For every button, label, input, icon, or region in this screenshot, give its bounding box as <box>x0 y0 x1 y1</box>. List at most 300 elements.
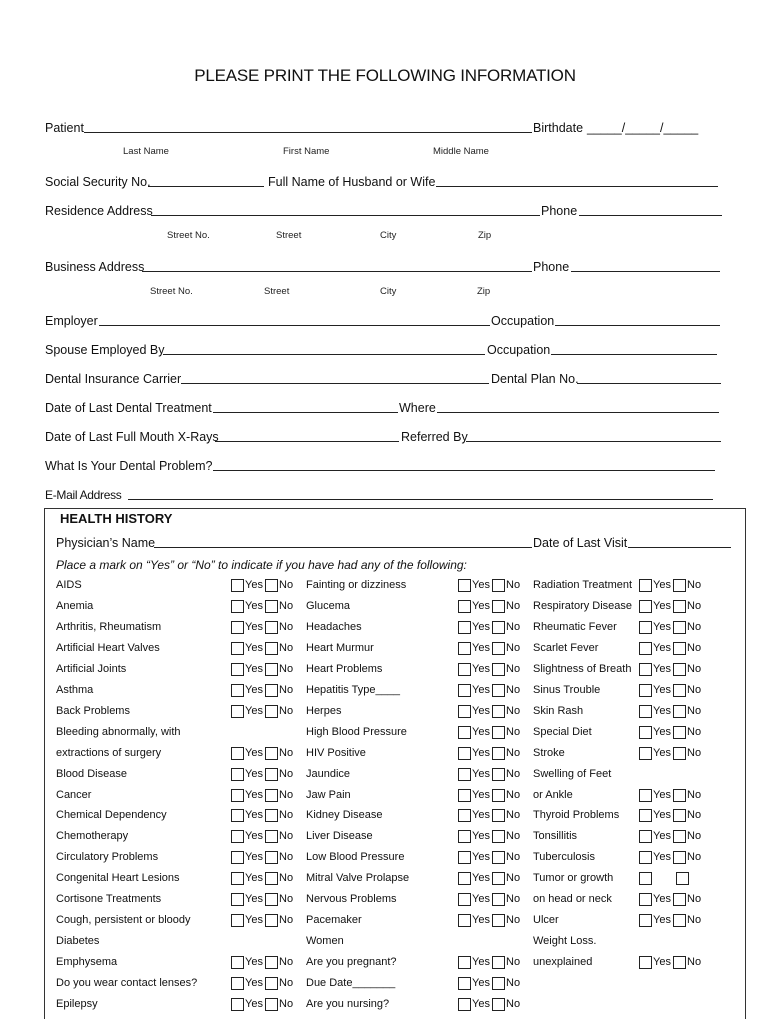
yes-checkbox[interactable] <box>639 684 652 697</box>
condition-label: Congenital Heart Lesions <box>56 872 180 884</box>
yes-checkbox[interactable] <box>458 726 471 739</box>
spouse-occupation-field[interactable] <box>551 354 717 355</box>
last-xray-label: Date of Last Full Mouth X-Rays <box>45 430 219 444</box>
no-label: No <box>506 600 521 612</box>
yes-checkbox[interactable] <box>639 663 652 676</box>
no-checkbox[interactable] <box>673 600 686 613</box>
no-checkbox[interactable] <box>492 684 505 697</box>
no-checkbox[interactable] <box>265 789 278 802</box>
yes-checkbox[interactable] <box>458 998 471 1011</box>
no-checkbox[interactable] <box>673 747 686 760</box>
no-checkbox[interactable] <box>673 914 686 927</box>
no-checkbox[interactable] <box>676 872 689 885</box>
sub-last-name: Last Name <box>123 146 169 157</box>
yes-checkbox[interactable] <box>231 663 244 676</box>
condition-label: Tuberculosis <box>533 851 595 863</box>
yes-label: Yes <box>472 914 490 926</box>
email-label: E-Mail Address <box>45 488 122 502</box>
residence-phone-field[interactable] <box>579 215 722 216</box>
yes-label: Yes <box>245 705 263 717</box>
yes-label: Yes <box>653 642 671 654</box>
yes-checkbox[interactable] <box>231 600 244 613</box>
yes-label: Yes <box>245 998 263 1010</box>
condition-label: Cough, persistent or bloody <box>56 914 191 926</box>
no-label: No <box>279 663 294 675</box>
no-checkbox[interactable] <box>673 726 686 739</box>
yes-label: Yes <box>653 830 671 842</box>
no-checkbox[interactable] <box>492 789 505 802</box>
no-checkbox[interactable] <box>265 998 278 1011</box>
condition-label: Herpes <box>306 705 342 717</box>
no-label: No <box>687 956 702 968</box>
yes-label: Yes <box>653 726 671 738</box>
yes-label: Yes <box>245 956 263 968</box>
sub-street: Street <box>264 286 290 297</box>
yes-checkbox[interactable] <box>639 705 652 718</box>
yes-label: Yes <box>245 809 263 821</box>
no-checkbox[interactable] <box>492 768 505 781</box>
no-checkbox[interactable] <box>673 830 686 843</box>
yes-checkbox[interactable] <box>458 830 471 843</box>
insurance-field[interactable] <box>181 383 489 384</box>
yes-label: Yes <box>653 705 671 717</box>
condition-label: Thyroid Problems <box>533 809 620 821</box>
no-label: No <box>506 956 521 968</box>
yes-checkbox[interactable] <box>231 851 244 864</box>
yes-checkbox[interactable] <box>231 977 244 990</box>
no-checkbox[interactable] <box>492 663 505 676</box>
condition-label: Liver Disease <box>306 830 373 842</box>
ssn-field[interactable] <box>148 186 264 187</box>
no-checkbox[interactable] <box>673 621 686 634</box>
no-checkbox[interactable] <box>673 893 686 906</box>
birthdate-label: Birthdate <box>533 121 584 135</box>
condition-label: Kidney Disease <box>306 809 383 821</box>
condition-label: Nervous Problems <box>306 893 397 905</box>
condition-label: Mitral Valve Prolapse <box>306 872 410 884</box>
condition-label: Special Diet <box>533 726 592 738</box>
no-label: No <box>506 830 521 842</box>
residence-field[interactable] <box>151 215 540 216</box>
no-checkbox[interactable] <box>492 579 505 592</box>
yes-checkbox[interactable] <box>639 621 652 634</box>
occupation-field[interactable] <box>555 325 720 326</box>
yes-checkbox[interactable] <box>458 789 471 802</box>
condition-label: Women <box>306 935 344 947</box>
yes-checkbox[interactable] <box>639 956 652 969</box>
yes-checkbox[interactable] <box>458 872 471 885</box>
no-label: No <box>687 726 702 738</box>
yes-label: Yes <box>245 789 263 801</box>
yes-label: Yes <box>653 956 671 968</box>
physician-field[interactable] <box>154 547 532 548</box>
no-checkbox[interactable] <box>265 809 278 822</box>
no-checkbox[interactable] <box>492 705 505 718</box>
yes-label: Yes <box>472 621 490 633</box>
no-checkbox[interactable] <box>265 705 278 718</box>
yes-checkbox[interactable] <box>639 579 652 592</box>
yes-checkbox[interactable] <box>231 809 244 822</box>
sub-middle-name: Middle Name <box>433 146 489 157</box>
no-checkbox[interactable] <box>492 914 505 927</box>
yes-label: Yes <box>653 579 671 591</box>
condition-label: Emphysema <box>56 956 118 968</box>
yes-checkbox[interactable] <box>458 663 471 676</box>
sub-street-no: Street No. <box>167 230 210 241</box>
no-checkbox[interactable] <box>492 977 505 990</box>
no-label: No <box>687 600 702 612</box>
residence-label: Residence Address <box>45 204 153 218</box>
no-checkbox[interactable] <box>265 663 278 676</box>
condition-label: Pacemaker <box>306 914 362 926</box>
no-checkbox[interactable] <box>492 726 505 739</box>
no-label: No <box>506 768 521 780</box>
condition-label: AIDS <box>56 579 82 591</box>
condition-label: on head or neck <box>533 893 612 905</box>
yes-label: Yes <box>245 893 263 905</box>
condition-label: Are you nursing? <box>306 998 390 1010</box>
condition-label: Fainting or dizziness <box>306 579 407 591</box>
no-label: No <box>687 851 702 863</box>
yes-checkbox[interactable] <box>458 893 471 906</box>
no-checkbox[interactable] <box>265 830 278 843</box>
yes-label: Yes <box>472 579 490 591</box>
no-checkbox[interactable] <box>492 621 505 634</box>
no-checkbox[interactable] <box>492 642 505 655</box>
yes-label: Yes <box>472 768 490 780</box>
no-checkbox[interactable] <box>265 914 278 927</box>
condition-label: Headaches <box>306 621 362 633</box>
yes-checkbox[interactable] <box>231 914 244 927</box>
last-treatment-label: Date of Last Dental Treatment <box>45 401 212 415</box>
no-label: No <box>506 663 521 675</box>
condition-label: High Blood Pressure <box>306 726 407 738</box>
yes-label: Yes <box>245 621 263 633</box>
no-label: No <box>687 830 702 842</box>
yes-label: Yes <box>245 663 263 675</box>
yes-label: Yes <box>653 914 671 926</box>
birthdate-field[interactable]: _____/_____/_____ <box>587 121 699 135</box>
yes-label: Yes <box>245 747 263 759</box>
condition-label: Hepatitis Type____ <box>306 684 400 696</box>
yes-label: Yes <box>472 684 490 696</box>
yes-label: Yes <box>245 642 263 654</box>
page-title: PLEASE PRINT THE FOLLOWING INFORMATION <box>194 66 576 85</box>
no-checkbox[interactable] <box>492 872 505 885</box>
condition-label: Radiation Treatment <box>533 579 633 591</box>
instruction-text: Place a mark on “Yes” or “No” to indicate if you have had any of the following: <box>56 558 467 572</box>
no-label: No <box>279 621 294 633</box>
no-checkbox[interactable] <box>673 579 686 592</box>
condition-label: Jaw Pain <box>306 789 351 801</box>
no-label: No <box>506 872 521 884</box>
no-label: No <box>506 684 521 696</box>
condition-label: Epilepsy <box>56 998 98 1010</box>
no-checkbox[interactable] <box>265 621 278 634</box>
yes-label: Yes <box>472 726 490 738</box>
no-checkbox[interactable] <box>492 809 505 822</box>
yes-label: Yes <box>472 705 490 717</box>
no-label: No <box>279 705 294 717</box>
no-label: No <box>506 621 521 633</box>
last-visit-field[interactable] <box>628 547 731 548</box>
no-checkbox[interactable] <box>265 977 278 990</box>
condition-label: Weight Loss. <box>533 935 597 947</box>
yes-checkbox[interactable] <box>639 914 652 927</box>
spouse-name-field[interactable] <box>436 186 718 187</box>
yes-checkbox[interactable] <box>231 621 244 634</box>
sub-city: City <box>380 230 397 241</box>
no-label: No <box>506 705 521 717</box>
condition-label: Heart Murmur <box>306 642 374 654</box>
yes-checkbox[interactable] <box>639 893 652 906</box>
no-label: No <box>279 956 294 968</box>
no-checkbox[interactable] <box>265 684 278 697</box>
no-checkbox[interactable] <box>492 998 505 1011</box>
no-label: No <box>279 809 294 821</box>
dental-plan-label: Dental Plan No. <box>491 372 579 386</box>
insurance-label: Dental Insurance Carrier <box>45 372 182 386</box>
no-checkbox[interactable] <box>492 851 505 864</box>
condition-label: Sinus Trouble <box>533 684 601 696</box>
no-label: No <box>687 893 702 905</box>
no-checkbox[interactable] <box>673 684 686 697</box>
no-label: No <box>279 789 294 801</box>
no-checkbox[interactable] <box>265 851 278 864</box>
yes-checkbox[interactable] <box>639 789 652 802</box>
yes-label: Yes <box>245 830 263 842</box>
yes-label: Yes <box>472 600 490 612</box>
employer-field[interactable] <box>99 325 490 326</box>
yes-checkbox[interactable] <box>458 851 471 864</box>
no-label: No <box>506 789 521 801</box>
yes-checkbox[interactable] <box>231 768 244 781</box>
spouse-occupation-label: Occupation <box>487 343 551 357</box>
no-checkbox[interactable] <box>673 809 686 822</box>
yes-label: Yes <box>653 809 671 821</box>
condition-label: Ulcer <box>533 914 559 926</box>
sub-first-name: First Name <box>283 146 330 157</box>
no-checkbox[interactable] <box>265 872 278 885</box>
yes-checkbox[interactable] <box>231 789 244 802</box>
no-label: No <box>687 705 702 717</box>
condition-label: Back Problems <box>56 705 130 717</box>
yes-checkbox[interactable] <box>458 621 471 634</box>
condition-label: Are you pregnant? <box>306 956 397 968</box>
yes-checkbox[interactable] <box>458 809 471 822</box>
yes-checkbox[interactable] <box>231 705 244 718</box>
yes-label: Yes <box>245 684 263 696</box>
dental-problem-field[interactable] <box>213 470 715 471</box>
yes-checkbox[interactable] <box>458 914 471 927</box>
no-checkbox[interactable] <box>673 851 686 864</box>
condition-label: Arthritis, Rheumatism <box>56 621 162 633</box>
no-checkbox[interactable] <box>492 956 505 969</box>
condition-label: Tonsillitis <box>533 830 578 842</box>
no-checkbox[interactable] <box>673 642 686 655</box>
condition-label: Rheumatic Fever <box>533 621 617 633</box>
no-label: No <box>506 726 521 738</box>
no-label: No <box>687 663 702 675</box>
yes-checkbox[interactable] <box>458 600 471 613</box>
condition-label: Glucema <box>306 600 351 612</box>
no-checkbox[interactable] <box>673 956 686 969</box>
no-label: No <box>279 977 294 989</box>
no-checkbox[interactable] <box>492 747 505 760</box>
patient-label: Patient <box>45 121 84 135</box>
health-history-heading: HEALTH HISTORY <box>57 511 175 526</box>
condition-label: Tumor or growth <box>533 872 614 884</box>
yes-checkbox[interactable] <box>231 684 244 697</box>
business-phone-label: Phone <box>533 260 570 274</box>
last-xray-field[interactable] <box>215 441 399 442</box>
yes-checkbox[interactable] <box>231 998 244 1011</box>
no-checkbox[interactable] <box>265 747 278 760</box>
yes-label: Yes <box>472 956 490 968</box>
email-field[interactable] <box>128 499 713 500</box>
yes-label: Yes <box>472 830 490 842</box>
yes-label: Yes <box>653 747 671 759</box>
no-label: No <box>279 914 294 926</box>
yes-checkbox[interactable] <box>231 956 244 969</box>
no-label: No <box>687 809 702 821</box>
business-phone-field[interactable] <box>571 271 720 272</box>
no-label: No <box>279 872 294 884</box>
no-label: No <box>687 914 702 926</box>
yes-label: Yes <box>245 579 263 591</box>
yes-checkbox[interactable] <box>639 747 652 760</box>
yes-label: Yes <box>653 789 671 801</box>
yes-checkbox[interactable] <box>231 872 244 885</box>
yes-checkbox[interactable] <box>639 600 652 613</box>
yes-checkbox[interactable] <box>231 893 244 906</box>
yes-label: Yes <box>472 789 490 801</box>
no-checkbox[interactable] <box>265 642 278 655</box>
yes-checkbox[interactable] <box>231 579 244 592</box>
yes-label: Yes <box>653 851 671 863</box>
yes-label: Yes <box>245 768 263 780</box>
yes-label: Yes <box>653 893 671 905</box>
condition-label: Jaundice <box>306 768 351 780</box>
yes-label: Yes <box>245 600 263 612</box>
no-checkbox[interactable] <box>492 830 505 843</box>
yes-checkbox[interactable] <box>458 747 471 760</box>
where-field[interactable] <box>437 412 719 413</box>
no-checkbox[interactable] <box>265 956 278 969</box>
no-checkbox[interactable] <box>265 893 278 906</box>
no-checkbox[interactable] <box>265 600 278 613</box>
no-label: No <box>687 621 702 633</box>
no-label: No <box>687 789 702 801</box>
no-label: No <box>279 768 294 780</box>
condition-label: unexplained <box>533 956 593 968</box>
referred-field[interactable] <box>466 441 721 442</box>
no-label: No <box>506 642 521 654</box>
ssn-label: Social Security No. <box>45 175 151 189</box>
sub-zip: Zip <box>477 286 491 297</box>
no-label: No <box>279 851 294 863</box>
yes-label: Yes <box>472 747 490 759</box>
condition-label: Blood Disease <box>56 768 127 780</box>
yes-checkbox[interactable] <box>458 977 471 990</box>
yes-checkbox[interactable] <box>639 851 652 864</box>
condition-label: Anemia <box>56 600 94 612</box>
patient-name-field[interactable] <box>84 132 532 133</box>
no-checkbox[interactable] <box>492 600 505 613</box>
no-checkbox[interactable] <box>673 789 686 802</box>
condition-label: Slightness of Breath <box>533 663 632 675</box>
yes-label: Yes <box>472 809 490 821</box>
yes-checkbox[interactable] <box>639 830 652 843</box>
no-checkbox[interactable] <box>265 768 278 781</box>
no-label: No <box>506 998 521 1010</box>
yes-label: Yes <box>472 998 490 1010</box>
last-treatment-field[interactable] <box>213 412 398 413</box>
yes-label: Yes <box>472 872 490 884</box>
no-label: No <box>506 851 521 863</box>
yes-checkbox[interactable] <box>458 768 471 781</box>
condition-label: HIV Positive <box>306 747 366 759</box>
condition-label: Cortisone Treatments <box>56 893 162 905</box>
yes-checkbox[interactable] <box>231 642 244 655</box>
yes-label: Yes <box>472 977 490 989</box>
sub-zip: Zip <box>478 230 492 241</box>
yes-checkbox[interactable] <box>639 872 652 885</box>
condition-label: Artificial Heart Valves <box>56 642 160 654</box>
no-label: No <box>506 747 521 759</box>
no-checkbox[interactable] <box>492 893 505 906</box>
yes-checkbox[interactable] <box>458 642 471 655</box>
yes-checkbox[interactable] <box>458 579 471 592</box>
no-label: No <box>506 914 521 926</box>
condition-label: Swelling of Feet <box>533 768 612 780</box>
yes-checkbox[interactable] <box>458 956 471 969</box>
yes-label: Yes <box>653 684 671 696</box>
no-label: No <box>687 579 702 591</box>
yes-checkbox[interactable] <box>639 642 652 655</box>
yes-checkbox[interactable] <box>639 726 652 739</box>
yes-checkbox[interactable] <box>458 705 471 718</box>
spouse-employed-label: Spouse Employed By <box>45 343 165 357</box>
sub-city: City <box>380 286 397 297</box>
condition-label: Stroke <box>533 747 565 759</box>
business-field[interactable] <box>142 271 532 272</box>
condition-label: Diabetes <box>56 935 100 947</box>
no-label: No <box>687 747 702 759</box>
condition-label: Cancer <box>56 789 92 801</box>
no-label: No <box>506 893 521 905</box>
yes-label: Yes <box>653 600 671 612</box>
no-checkbox[interactable] <box>673 663 686 676</box>
no-label: No <box>279 579 294 591</box>
condition-label: Low Blood Pressure <box>306 851 405 863</box>
yes-checkbox[interactable] <box>458 684 471 697</box>
yes-checkbox[interactable] <box>231 747 244 760</box>
no-checkbox[interactable] <box>265 579 278 592</box>
spouse-employed-field[interactable] <box>163 354 485 355</box>
no-checkbox[interactable] <box>673 705 686 718</box>
no-label: No <box>279 642 294 654</box>
yes-checkbox[interactable] <box>231 830 244 843</box>
no-label: No <box>279 998 294 1010</box>
physician-label: Physician’s Name <box>56 536 156 550</box>
occupation-label: Occupation <box>491 314 555 328</box>
yes-checkbox[interactable] <box>639 809 652 822</box>
condition-label: Scarlet Fever <box>533 642 599 654</box>
dental-plan-field[interactable] <box>577 383 721 384</box>
condition-label: Heart Problems <box>306 663 383 675</box>
condition-label: Circulatory Problems <box>56 851 159 863</box>
